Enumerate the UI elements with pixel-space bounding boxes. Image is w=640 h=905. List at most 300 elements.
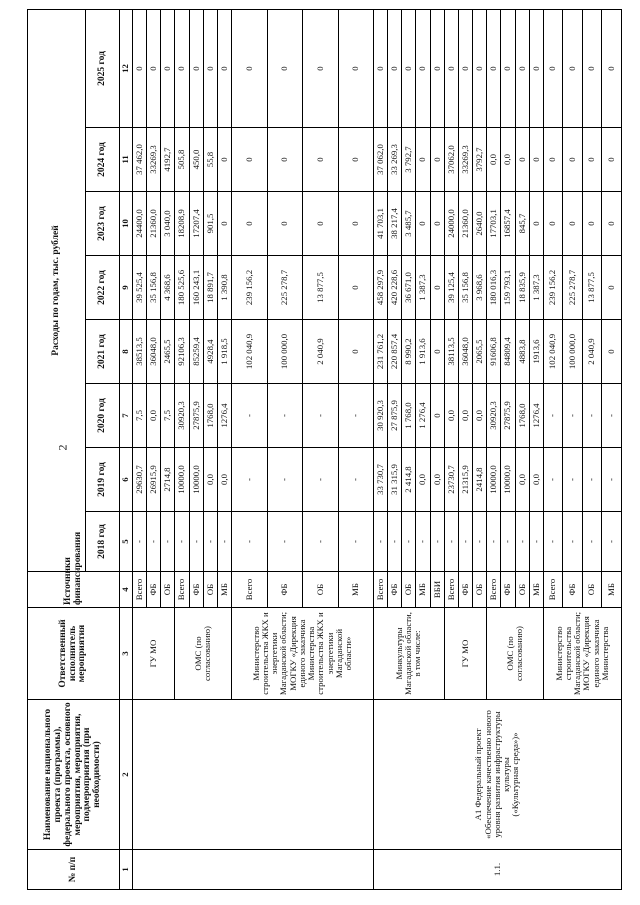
value-cell: 0 xyxy=(217,9,231,127)
value-cell: 0,0 xyxy=(416,448,430,512)
value-cell: 0 xyxy=(543,9,562,127)
funding-source-cell: ОБ xyxy=(473,572,487,608)
value-cell: 91606,8 xyxy=(487,320,501,384)
value-cell: 0 xyxy=(602,9,622,127)
value-cell: - xyxy=(515,512,529,572)
value-cell: 0 xyxy=(543,192,562,256)
value-cell: 845,7 xyxy=(515,192,529,256)
value-cell: 505,8 xyxy=(175,128,189,192)
value-cell: 160 243,1 xyxy=(189,256,203,320)
value-cell: 17207,4 xyxy=(189,192,203,256)
funding-source-cell: МБ xyxy=(602,572,622,608)
value-cell: 0 xyxy=(602,256,622,320)
column-number: 4 xyxy=(120,572,133,608)
executor-cell: ОМС (по согласованию) xyxy=(175,608,232,700)
value-cell: 55,8 xyxy=(203,128,217,192)
executor-cell-line: МОГКУ «Дирекция xyxy=(287,616,298,691)
value-cell: - xyxy=(147,512,161,572)
value-cell: 2 040,9 xyxy=(303,320,338,384)
value-cell: 41 703,1 xyxy=(373,192,387,256)
value-cell: 0 xyxy=(338,256,373,320)
funding-source-cell: ФБ xyxy=(458,572,472,608)
header-year: 2021 год xyxy=(86,320,120,384)
value-cell: 0,0 xyxy=(515,448,529,512)
value-cell: 0 xyxy=(416,128,430,192)
value-cell: 0 xyxy=(602,192,622,256)
value-cell: 102 040,9 xyxy=(232,320,267,384)
value-cell: 36 671,0 xyxy=(402,256,416,320)
value-cell: 27875,9 xyxy=(501,384,515,448)
executor-cell xyxy=(373,608,444,700)
value-cell: - xyxy=(563,512,582,572)
header-year: 2019 год xyxy=(86,448,120,512)
executor-cell-line: Минкультуры xyxy=(394,627,405,680)
value-cell: 180 016,3 xyxy=(487,256,501,320)
funding-source-cell: ОБ xyxy=(161,572,175,608)
executor-cell-line: Министерства xyxy=(306,626,317,681)
value-cell: 2 040,9 xyxy=(582,320,601,384)
value-cell: 30920,3 xyxy=(487,384,501,448)
funding-source-cell: Всего xyxy=(543,572,562,608)
value-cell: - xyxy=(563,384,582,448)
value-cell: 0 xyxy=(217,192,231,256)
value-cell: 8 990,2 xyxy=(402,320,416,384)
funding-source-cell: Всего xyxy=(232,572,267,608)
value-cell: 13 877,5 xyxy=(582,256,601,320)
column-number: 7 xyxy=(120,384,133,448)
column-number: 2 xyxy=(120,700,133,850)
header-year: 2022 год xyxy=(86,256,120,320)
executor-cell-line: Магаданской xyxy=(333,628,344,679)
header-number: № п/п xyxy=(28,850,120,890)
value-cell: 0 xyxy=(529,128,543,192)
header-funding-source: Источники финансирования xyxy=(28,572,120,608)
value-cell: 21360,0 xyxy=(458,192,472,256)
value-cell: 17703,1 xyxy=(487,192,501,256)
value-cell: 0 xyxy=(203,9,217,127)
executor-cell-line: Магаданской области, xyxy=(403,612,414,695)
executor-cell-line: Магаданской области; xyxy=(572,611,583,696)
column-number: 8 xyxy=(120,320,133,384)
value-cell: - xyxy=(543,512,562,572)
funding-source-cell: ОБ xyxy=(582,572,601,608)
value-cell: 0 xyxy=(602,128,622,192)
value-cell: - xyxy=(473,512,487,572)
value-cell: 0 xyxy=(582,9,601,127)
value-cell: - xyxy=(563,448,582,512)
value-cell: 0 xyxy=(232,192,267,256)
table-row xyxy=(133,9,147,889)
value-cell: 0 xyxy=(487,9,501,127)
funding-source-cell: МБ xyxy=(529,572,543,608)
value-cell: 0 xyxy=(501,9,515,127)
executor-cell: ОМС (по согласованию) xyxy=(487,608,544,700)
value-cell: 0 xyxy=(430,128,444,192)
project-name-cell-line: уровня развития инфраструктуры xyxy=(491,711,502,838)
column-number: 10 xyxy=(120,192,133,256)
value-cell: 0 xyxy=(402,9,416,127)
project-name-cell-line: культуры xyxy=(501,757,512,792)
value-cell: - xyxy=(582,384,601,448)
value-cell: - xyxy=(267,448,302,512)
project-name-cell-line: «Обеспечение качественно нового xyxy=(482,710,493,839)
value-cell: 0 xyxy=(602,320,622,384)
header-year: 2025 год xyxy=(86,9,120,127)
column-number: 9 xyxy=(120,256,133,320)
executor-cell-line: Министерство xyxy=(553,626,564,681)
value-cell: - xyxy=(303,448,338,512)
value-cell: - xyxy=(203,512,217,572)
value-cell: 39 525,4 xyxy=(133,256,147,320)
funding-source-cell: Всего xyxy=(487,572,501,608)
funding-source-cell: МБ xyxy=(217,572,231,608)
value-cell: - xyxy=(487,512,501,572)
value-cell: 1768,0 xyxy=(203,384,217,448)
value-cell: 21360,0 xyxy=(147,192,161,256)
funding-source-cell: ФБ xyxy=(563,572,582,608)
value-cell: 0 xyxy=(338,9,373,127)
value-cell: 0 xyxy=(338,320,373,384)
executor-cell-line: строительства xyxy=(562,626,573,681)
value-cell: 0 xyxy=(529,9,543,127)
value-cell: 0 xyxy=(515,128,529,192)
value-cell: 0 xyxy=(338,128,373,192)
column-number: 5 xyxy=(120,512,133,572)
value-cell: - xyxy=(267,384,302,448)
value-cell: 0 xyxy=(416,9,430,127)
value-cell: 85259,4 xyxy=(189,320,203,384)
value-cell: 0 xyxy=(303,9,338,127)
value-cell: 1 387,3 xyxy=(529,256,543,320)
funding-source-cell: Всего xyxy=(133,572,147,608)
value-cell: 220 857,4 xyxy=(388,320,402,384)
value-cell: 1 768,0 xyxy=(402,384,416,448)
value-cell: 13 877,5 xyxy=(303,256,338,320)
number-cell xyxy=(133,850,374,890)
funding-source-cell: ОБ xyxy=(203,572,217,608)
funding-source-cell: ФБ xyxy=(189,572,203,608)
value-cell: 36048,0 xyxy=(458,320,472,384)
value-cell: 0,0 xyxy=(487,128,501,192)
value-cell: - xyxy=(161,512,175,572)
value-cell: - xyxy=(582,512,601,572)
value-cell: 21315,9 xyxy=(458,448,472,512)
value-cell: 3 485,7 xyxy=(402,192,416,256)
value-cell: 0 xyxy=(543,128,562,192)
value-cell: 33269,3 xyxy=(458,128,472,192)
value-cell: 0 xyxy=(529,192,543,256)
value-cell: 0 xyxy=(458,9,472,127)
funding-source-cell: ФБ xyxy=(388,572,402,608)
page-number: 2 xyxy=(55,444,70,451)
value-cell: - xyxy=(444,512,458,572)
value-cell: 239 156,2 xyxy=(232,256,267,320)
value-cell: 0 xyxy=(373,9,387,127)
value-cell: 35 156,8 xyxy=(458,256,472,320)
value-cell: 4192,7 xyxy=(161,128,175,192)
value-cell: 38513,5 xyxy=(133,320,147,384)
value-cell: 18208,9 xyxy=(175,192,189,256)
header-year: 2024 год xyxy=(86,128,120,192)
value-cell: - xyxy=(189,512,203,572)
value-cell: 901,5 xyxy=(203,192,217,256)
value-cell: 450,0 xyxy=(189,128,203,192)
value-cell: 3 792,7 xyxy=(402,128,416,192)
funding-source-cell: ОБ xyxy=(402,572,416,608)
value-cell: 2 414,8 xyxy=(402,448,416,512)
value-cell: 3792,7 xyxy=(473,128,487,192)
value-cell: 231 761,2 xyxy=(373,320,387,384)
column-number: 12 xyxy=(120,9,133,127)
value-cell: 0,0 xyxy=(203,448,217,512)
value-cell: 16857,4 xyxy=(501,192,515,256)
funding-source-cell: ФБ xyxy=(267,572,302,608)
executor-cell-line: единого заказчика xyxy=(296,619,307,688)
value-cell: 29630,7 xyxy=(133,448,147,512)
value-cell: 37062,0 xyxy=(444,128,458,192)
value-cell: 0 xyxy=(175,9,189,127)
funding-source-cell: ФБ xyxy=(501,572,515,608)
value-cell: 0 xyxy=(189,9,203,127)
value-cell: 0 xyxy=(303,128,338,192)
value-cell: 0 xyxy=(430,9,444,127)
value-cell: 2065,5 xyxy=(473,320,487,384)
value-cell: 0 xyxy=(430,384,444,448)
value-cell: 0,0 xyxy=(501,128,515,192)
value-cell: 0 xyxy=(563,128,582,192)
header-project-name: Наименование национального проекта (программы), федерального проекта, основного мероприятия, мероприятия, подмероприятия (при необходимости) xyxy=(28,700,120,850)
value-cell: 18 835,9 xyxy=(515,256,529,320)
value-cell: 92106,3 xyxy=(175,320,189,384)
value-cell: - xyxy=(388,512,402,572)
value-cell: 225 278,7 xyxy=(563,256,582,320)
project-name-cell xyxy=(133,700,374,850)
value-cell: - xyxy=(430,512,444,572)
value-cell: 0,0 xyxy=(430,448,444,512)
value-cell: 0,0 xyxy=(473,384,487,448)
value-cell: 100 000,0 xyxy=(563,320,582,384)
value-cell: 0 xyxy=(430,320,444,384)
value-cell: 159 793,1 xyxy=(501,256,515,320)
value-cell: - xyxy=(338,384,373,448)
value-cell: 1 918,5 xyxy=(217,320,231,384)
value-cell: 38113,5 xyxy=(444,320,458,384)
executor-cell-line: области» xyxy=(343,636,354,671)
value-cell: 0 xyxy=(338,192,373,256)
value-cell: 225 278,7 xyxy=(267,256,302,320)
value-cell: - xyxy=(133,512,147,572)
executor-cell-line: Магаданской области; xyxy=(278,611,289,696)
value-cell: 0 xyxy=(267,9,302,127)
value-cell: - xyxy=(602,384,622,448)
value-cell: 37 062,0 xyxy=(373,128,387,192)
value-cell: 3 040,0 xyxy=(161,192,175,256)
value-cell: 0 xyxy=(563,9,582,127)
column-number: 11 xyxy=(120,128,133,192)
value-cell: 7,5 xyxy=(161,384,175,448)
value-cell: 100 000,0 xyxy=(267,320,302,384)
value-cell: 2465,5 xyxy=(161,320,175,384)
value-cell: - xyxy=(458,512,472,572)
expenses-table xyxy=(27,9,622,890)
value-cell: 18 891,7 xyxy=(203,256,217,320)
project-name-cell-line: («Культурная среда»)» xyxy=(510,732,521,817)
funding-source-cell: Всего xyxy=(444,572,458,608)
value-cell: 180 525,6 xyxy=(175,256,189,320)
funding-source-cell: МБ xyxy=(338,572,373,608)
value-cell: - xyxy=(416,512,430,572)
value-cell: 30 920,3 xyxy=(373,384,387,448)
column-number: 3 xyxy=(120,608,133,700)
value-cell: 24400,0 xyxy=(133,192,147,256)
value-cell: - xyxy=(303,384,338,448)
value-cell: 23730,7 xyxy=(444,448,458,512)
value-cell: 3 968,6 xyxy=(473,256,487,320)
value-cell: - xyxy=(602,512,622,572)
value-cell: - xyxy=(529,512,543,572)
value-cell: 2714,8 xyxy=(161,448,175,512)
value-cell: - xyxy=(602,448,622,512)
value-cell: 420 228,6 xyxy=(388,256,402,320)
value-cell: 0,0 xyxy=(458,384,472,448)
funding-source-cell: МБ xyxy=(416,572,430,608)
funding-source-cell: Всего xyxy=(373,572,387,608)
value-cell: 1 276,4 xyxy=(416,384,430,448)
value-cell: 0 xyxy=(303,192,338,256)
value-cell: 2640,0 xyxy=(473,192,487,256)
value-cell: 458 297,9 xyxy=(373,256,387,320)
executor-cell-line: Министерство строительства ЖКХ и xyxy=(250,612,270,695)
header-year: 2020 год xyxy=(86,384,120,448)
funding-source-cell: Всего xyxy=(175,572,189,608)
value-cell: 1913,6 xyxy=(529,320,543,384)
table-row xyxy=(373,9,387,889)
value-cell: 0,0 xyxy=(444,384,458,448)
executor-cell-line: в том числе: xyxy=(412,630,423,677)
value-cell: 0 xyxy=(161,9,175,127)
value-cell: 33 269,3 xyxy=(388,128,402,192)
column-number: 6 xyxy=(120,448,133,512)
executor-cell-line: энергетики xyxy=(324,632,335,675)
value-cell: - xyxy=(543,448,562,512)
value-cell: 30920,3 xyxy=(175,384,189,448)
project-name-cell xyxy=(373,700,621,850)
executor-cell: ГУ МО xyxy=(133,608,175,700)
value-cell: - xyxy=(232,448,267,512)
value-cell: 0 xyxy=(217,128,231,192)
project-number-cell: 1.1. xyxy=(373,850,621,890)
value-cell: 27875,9 xyxy=(189,384,203,448)
value-cell: 10000,0 xyxy=(175,448,189,512)
value-cell: 84809,4 xyxy=(501,320,515,384)
value-cell: - xyxy=(402,512,416,572)
value-cell: - xyxy=(175,512,189,572)
value-cell: 36048,0 xyxy=(147,320,161,384)
value-cell: - xyxy=(501,512,515,572)
value-cell: 4883,8 xyxy=(515,320,529,384)
header-executor: Ответственный исполнитель мероприятия xyxy=(28,608,120,700)
value-cell: 0 xyxy=(232,128,267,192)
value-cell: 239 156,2 xyxy=(543,256,562,320)
executor-cell-line: Министерства xyxy=(599,626,610,681)
value-cell: - xyxy=(217,512,231,572)
value-cell: 39 125,4 xyxy=(444,256,458,320)
value-cell: 0 xyxy=(430,192,444,256)
value-cell: 1276,4 xyxy=(217,384,231,448)
executor-cell-line: энергетики xyxy=(269,632,280,675)
value-cell: 0,0 xyxy=(529,448,543,512)
value-cell: 24000,0 xyxy=(444,192,458,256)
header-expenses-group: Расходы по годам, тыс. рублей xyxy=(28,9,86,571)
value-cell: 1 387,3 xyxy=(416,256,430,320)
rotated-table-container xyxy=(27,10,622,890)
value-cell: 0 xyxy=(133,9,147,127)
column-number: 1 xyxy=(120,850,133,890)
executor-cell-line: строительства ЖКХ и xyxy=(315,612,326,695)
value-cell: - xyxy=(232,512,267,572)
value-cell: - xyxy=(543,384,562,448)
funding-source-cell: ВБИ xyxy=(430,572,444,608)
value-cell: 4 368,6 xyxy=(161,256,175,320)
value-cell: 35 156,8 xyxy=(147,256,161,320)
funding-source-cell: ОБ xyxy=(303,572,338,608)
value-cell: - xyxy=(338,512,373,572)
executor-cell xyxy=(543,608,621,700)
value-cell: 37 462,0 xyxy=(133,128,147,192)
header-year: 2023 год xyxy=(86,192,120,256)
value-cell: 0 xyxy=(232,9,267,127)
value-cell: 1 390,8 xyxy=(217,256,231,320)
value-cell: 0 xyxy=(473,9,487,127)
value-cell: 0 xyxy=(444,9,458,127)
value-cell: 0 xyxy=(388,9,402,127)
value-cell: 33269,3 xyxy=(147,128,161,192)
value-cell: 38 217,4 xyxy=(388,192,402,256)
value-cell: 0,0 xyxy=(147,384,161,448)
value-cell: 7,5 xyxy=(133,384,147,448)
value-cell: 1768,0 xyxy=(515,384,529,448)
executor-cell-line: МОГКУ «Дирекция xyxy=(581,616,592,691)
value-cell: 10000,0 xyxy=(501,448,515,512)
value-cell: 1 913,6 xyxy=(416,320,430,384)
value-cell: 0 xyxy=(267,192,302,256)
value-cell: 102 040,9 xyxy=(543,320,562,384)
value-cell: - xyxy=(303,512,338,572)
value-cell: 26915,9 xyxy=(147,448,161,512)
header-year: 2018 год xyxy=(86,512,120,572)
executor-cell xyxy=(232,608,374,700)
value-cell: - xyxy=(232,384,267,448)
value-cell: - xyxy=(267,512,302,572)
value-cell: 0 xyxy=(430,256,444,320)
project-name-cell-line: А1 Федеральный проект xyxy=(473,728,484,821)
value-cell: - xyxy=(373,512,387,572)
value-cell: 0 xyxy=(267,128,302,192)
executor-cell-line: единого заказчика xyxy=(590,619,601,688)
value-cell: 0,0 xyxy=(217,448,231,512)
value-cell: 10000,0 xyxy=(189,448,203,512)
value-cell: 31 315,9 xyxy=(388,448,402,512)
value-cell: 0 xyxy=(147,9,161,127)
value-cell: 0 xyxy=(515,9,529,127)
value-cell: - xyxy=(582,448,601,512)
value-cell: 33 730,7 xyxy=(373,448,387,512)
value-cell: 4928,4 xyxy=(203,320,217,384)
value-cell: 0 xyxy=(416,192,430,256)
value-cell: 0 xyxy=(563,192,582,256)
value-cell: - xyxy=(338,448,373,512)
value-cell: 2414,8 xyxy=(473,448,487,512)
